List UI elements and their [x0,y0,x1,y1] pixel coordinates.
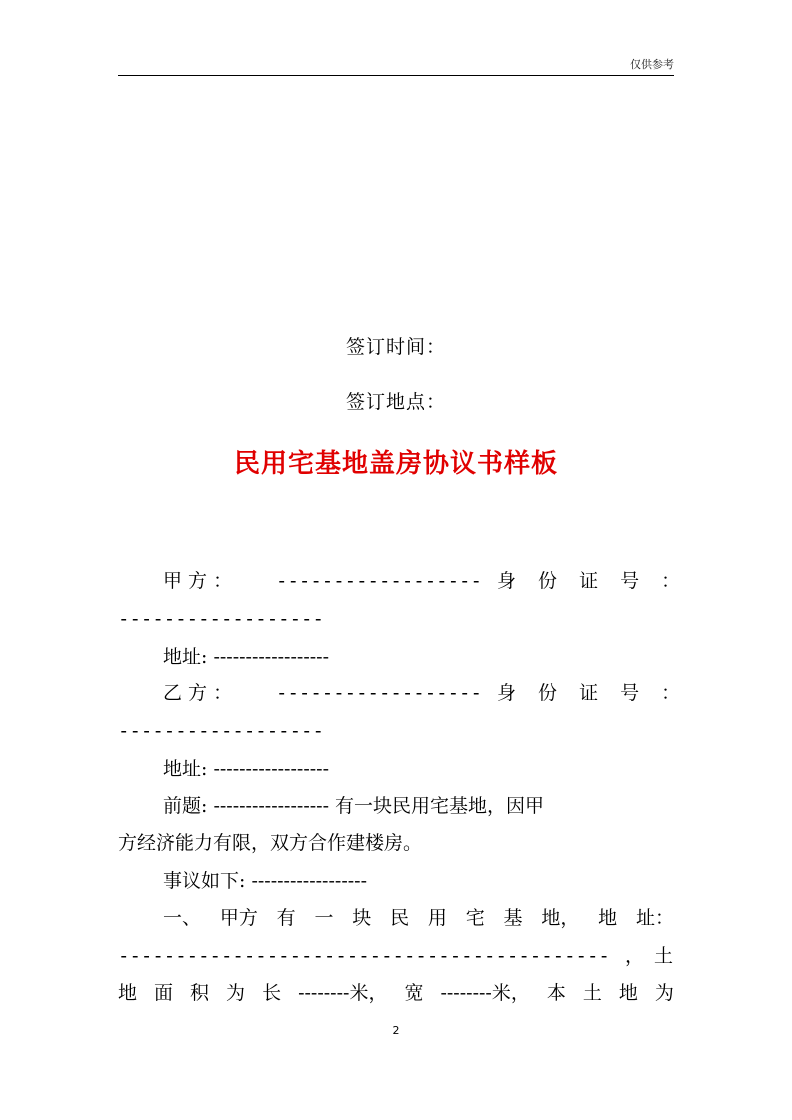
party-a-id-blank: ------------------ [118,608,324,630]
clause-1-word: 块 [352,907,372,929]
preface-line-2: 方经济能力有限，双方合作建楼房。 [118,832,423,854]
document-title: 民用宅基地盖房协议书样板 [233,449,558,479]
party-b-label: 乙 方 ： [163,682,233,704]
party-b-address: 地址: ------------------ [163,758,329,780]
clause-1-word: 土 [582,982,602,1004]
party-b-blank: ------------------ [276,682,482,704]
clause-1-word: --------米， [298,982,388,1004]
clause-1-word: 宅 [465,907,485,929]
clause-1-comma: ，土 [625,945,684,967]
party-b-id-label: 身 份 证 号 ： [497,682,689,704]
preface-line-1: 前题: ------------------ 有一块民用宅基地，因甲 [163,795,545,817]
sign-place-label: 签订地点： [345,391,446,413]
party-a-blank: ------------------ [276,570,482,592]
clause-1-word: --------米， [440,982,530,1004]
party-a-label: 甲 方 ： [163,570,233,592]
clause-1-word: 地 [598,907,618,929]
party-a-id-label: 身 份 证 号 ： [497,570,689,592]
clause-1-line-3 [118,981,674,1005]
clause-1-word: 甲方 [219,907,258,929]
header-note: 仅供参考 [630,58,674,71]
agreed-line: 事议如下: ------------------ [163,870,367,892]
party-a-address: 地址: ------------------ [163,646,329,668]
header-rule [118,75,674,76]
clause-1-word: 长 [262,982,282,1004]
clause-1-line-1 [163,906,674,930]
clause-1-word: 有 [276,907,296,929]
clause-1-word: 为 [654,982,674,1004]
sign-time-label: 签订时间： [345,336,446,358]
clause-1-word: 民 [390,907,410,929]
clause-1-word: 一、 [163,907,202,929]
clause-1-blank: ------------------------------------------- [118,945,610,967]
page-number: 2 [392,1024,400,1037]
clause-1-word: 用 [427,907,447,929]
clause-1-word: 一 [314,907,334,929]
clause-1-word: 宽 [404,982,424,1004]
clause-1-word: 为 [226,982,246,1004]
clause-1-word: 积 [190,982,210,1004]
clause-1-word: 址： [635,907,674,929]
party-b-id-blank: ------------------ [118,720,324,742]
clause-1-word: 基 [503,907,523,929]
clause-1-word: 面 [154,982,174,1004]
clause-1-word: 地 [618,982,638,1004]
clause-1-word: 地， [541,907,580,929]
clause-1-word: 本 [546,982,566,1004]
clause-1-word: 地 [118,982,138,1004]
